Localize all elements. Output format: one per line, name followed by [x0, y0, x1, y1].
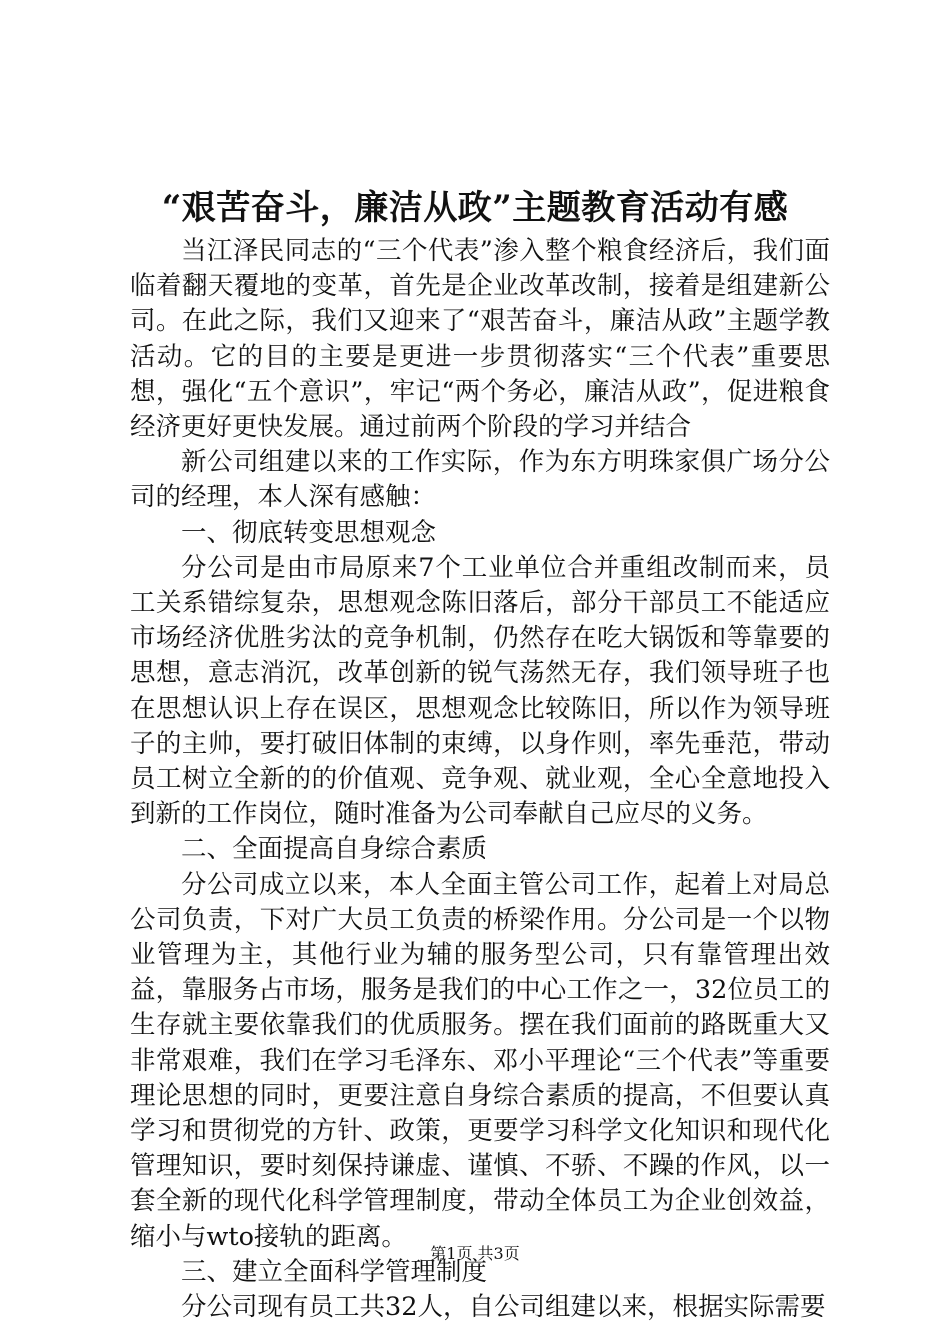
paragraph-intro: 当江泽民同志的“三个代表”渗入整个粮食经济后，我们面临着翻天覆地的变革，首先是企业改革改制，接着是组建新公司。在此之际，我们又迎来了“艰苦奋斗，廉洁从政”主题学教活动。它的目的主要是更进一步贯彻落实“三个代表”重要思想，强化“五个意识”，牢记“两个务必，廉洁从政”，促进粮食经济更好更快发展。通过前两个阶段的学习并结合: [130, 236, 830, 443]
paragraph-section-2: 分公司成立以来，本人全面主管公司工作，起着上对局总公司负责，下对广大员工负责的桥梁作用。分公司是一个以物业管理为主，其他行业为辅的服务型公司，只有靠管理出效益，靠服务占市场，服务是我们的中心工作之一，32位员工的生存就主要依靠我们的优质服务。摆在我们面前的路既重大又非常艰难，我们在学习毛泽东、邓小平理论“三个代表”等重要理论思想的同时，更要注意自身综合素质的提高，不但要认真学习和贯彻党的方针、政策，更要学习科学文化知识和现代化管理知识，要时刻保持谦虚、谨慎、不骄、不躁的作风，以一套全新的现代化科学管理制度，带动全体员工为企业创效益，缩小与wto接轨的距离。: [130, 869, 830, 1252]
paragraph-intro-continued: 新公司组建以来的工作实际，作为东方明珠家俱广场分公司的经理，本人深有感触：: [130, 447, 830, 513]
document-body: [130, 234, 830, 1325]
paragraph-section-3: 分公司现有员工共32人，自公司组建以来，根据实际需要: [181, 1292, 826, 1323]
section-heading-2: 二、全面提高自身综合素质: [181, 834, 488, 865]
section-heading-1: 一、彻底转变思想观念: [181, 517, 437, 548]
paragraph-section-1: 分公司是由市局原来7个工业单位合并重组改制而来，员工关系错综复杂，思想观念陈旧落后，部分干部员工不能适应市场经济优胜劣汰的竞争机制，仍然存在吃大锅饭和等靠要的思想，意志消沉，改革创新的锐气荡然无存，我们领导班子也在思想认识上存在误区，思想观念比较陈旧，所以作为领导班子的主帅，要打破旧体制的束缚，以身作则，率先垂范，带动员工树立全新的的价值观、竞争观、就业观，全心全意地投入到新的工作岗位，随时准备为公司奉献自己应尽的义务。: [130, 552, 830, 830]
section-heading-3: 三、建立全面科学管理制度: [181, 1256, 488, 1287]
page-number-footer: 第1页 共3页: [430, 1244, 520, 1263]
document-title: “艰苦奋斗，廉洁从政”主题教育活动有感: [161, 188, 789, 228]
